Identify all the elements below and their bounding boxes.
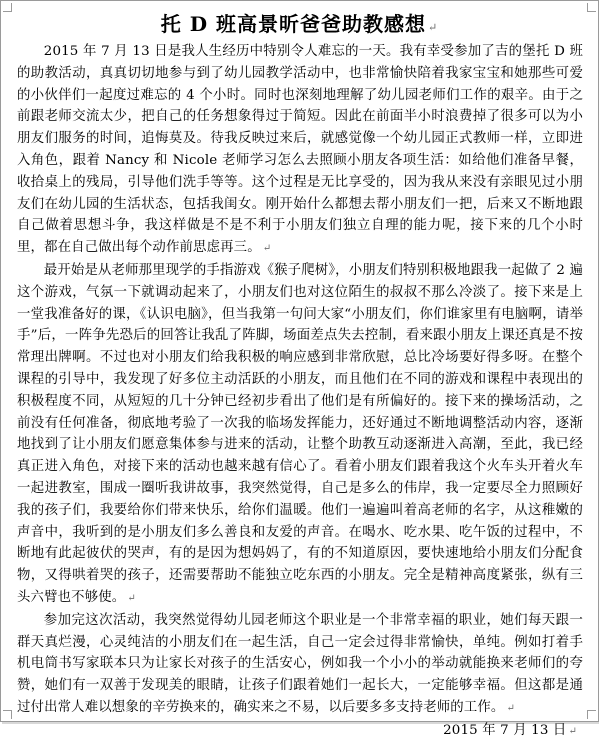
- paragraph-text: 2015 年 7 月 13 日是我人生经历中特别令人难忘的一天。我有幸受参加了吉的堡托 D 班的助教活动，真真切切地参与到了幼儿园教学活动中，也非常愉快陪着我家宝宝和她那些可爱的小伙伴们一起度过难忘的 4 个小时。同时也深刻地理解了幼儿园老师们工作的艰辛。由于之前跟老师交流太少，把自己的任务想象得过于简短。因此在前面半小时浪费掉了很多可以为小朋友们服务的时间，追悔莫及。待我反映过来后，就感觉像一个幼儿园正式教师一样，立即进入角色，跟着 Nancy 和 Nicole 老师学习怎么去照顾小朋友各项生活：如给他们准备早餐，收拾桌上的残局，引导他们洗手等等。这个过程是无比享受的，因为我从来没有亲眼见过小朋友们在幼儿园的生活状态，包括我闺女。刚开始什么都想去帮小朋友们一把，后来又不断地跟自己做着思想斗争，我这样做是不是不利于小朋友们独立自理的能力呢，接下来的几个小时里，都在自己做出每个动作前思虑再三。: [17, 44, 583, 256]
- paragraph: [17, 260, 583, 610]
- document-title-line: [1, 11, 598, 41]
- document-title: 托 D 班高景昕爸爸助教感想: [160, 12, 427, 36]
- paragraph: [17, 610, 583, 720]
- paragraph-mark-icon: ↵: [506, 702, 515, 714]
- paragraph: [17, 41, 583, 260]
- paragraph-mark-icon: ↵: [428, 21, 439, 34]
- paragraph-text: 最开始是从老师那里现学的手指游戏《猴子爬树》，小朋友们特别积极地跟我一起做了 2 遍这个游戏，气氛一下就调动起来了，小朋友们也对这位陌生的叔叔不那么冷淡了。接下来是上一堂我准备好的课，《认识电脑》，但当我第一句问大家“小朋友们，你们谁家里有电脑啊，请举手”后，一阵争先恐后的回答让我乱了阵脚，场面差点失去控制，看来跟小朋友上课还真是不按常理出牌啊。不过也对小朋友们给我积极的响应感到非常欣慰，总比冷场要好得多呀。在整个课程的引导中，我发现了好多位主动活跃的小朋友，而且他们在不同的游戏和课程中表现出的积极程度不同，从短短的几十分钟已经初步看出了他们是有所偏好的。接下来的操场活动，之前没有任何准备，彻底地考验了一次我的临场发挥能力，还好通过不断地调整活动内容，逐渐地找到了让小朋友们愿意集体参与进来的活动，让整个助教互动逐渐进入高潮，至此，我已经真正进入角色，对接下来的活动也越来越有信心了。看着小朋友们跟着我这个火车头开着火车一起进教室，围成一圈听我讲故事，我突然觉得，自己是多么的伟岸，我一定要尽全力照顾好我的孩子们，我要给你们带来快乐，给你们温暖。他们一遍遍叫着高老师的名字，从这稚嫩的声音中，我听到的是小朋友们多么善良和友爱的声音。在喝水、吃水果、吃午饭的过程中，不断地有此起彼伏的哭声，有的是因为想妈妈了，有的不知道原因，要快速地给小朋友们分配食物，又得哄着哭的孩子，还需要帮助不能独立吃东西的小朋友。完全是精神高度紧张，纵有三头六臂也不够使。: [17, 262, 583, 605]
- paragraph-mark-icon: ↵: [262, 243, 272, 255]
- margin-corner-mark: [587, 710, 596, 719]
- signature-date-line: [17, 720, 577, 743]
- paragraph-mark-icon: ↵: [568, 725, 577, 737]
- paragraph-mark-icon: ↵: [127, 592, 136, 604]
- margin-corner-mark: [3, 710, 12, 719]
- paragraph-text: 参加完这次活动，我突然觉得幼儿园老师这个职业是一个非常幸福的职业，她们每天跟一群天真烂漫，心灵纯洁的小朋友们在一起生活，自己一定会过得非常愉快，单纯。例如打着手机电筒书写家联本只为让家长对孩子的生活安心，例如我一个小小的举动就能换来老师们的夸赞，她们有一双善于发现美的眼睛，让孩子们跟着她们一起长大，一定能够幸福。但这都是通过付出常人难以想象的辛劳换来的，确实来之不易，以后要多多支持老师的工作。: [17, 612, 583, 715]
- signature-date: 2015 年 7 月 13 日: [443, 722, 567, 738]
- document-body: [17, 41, 583, 743]
